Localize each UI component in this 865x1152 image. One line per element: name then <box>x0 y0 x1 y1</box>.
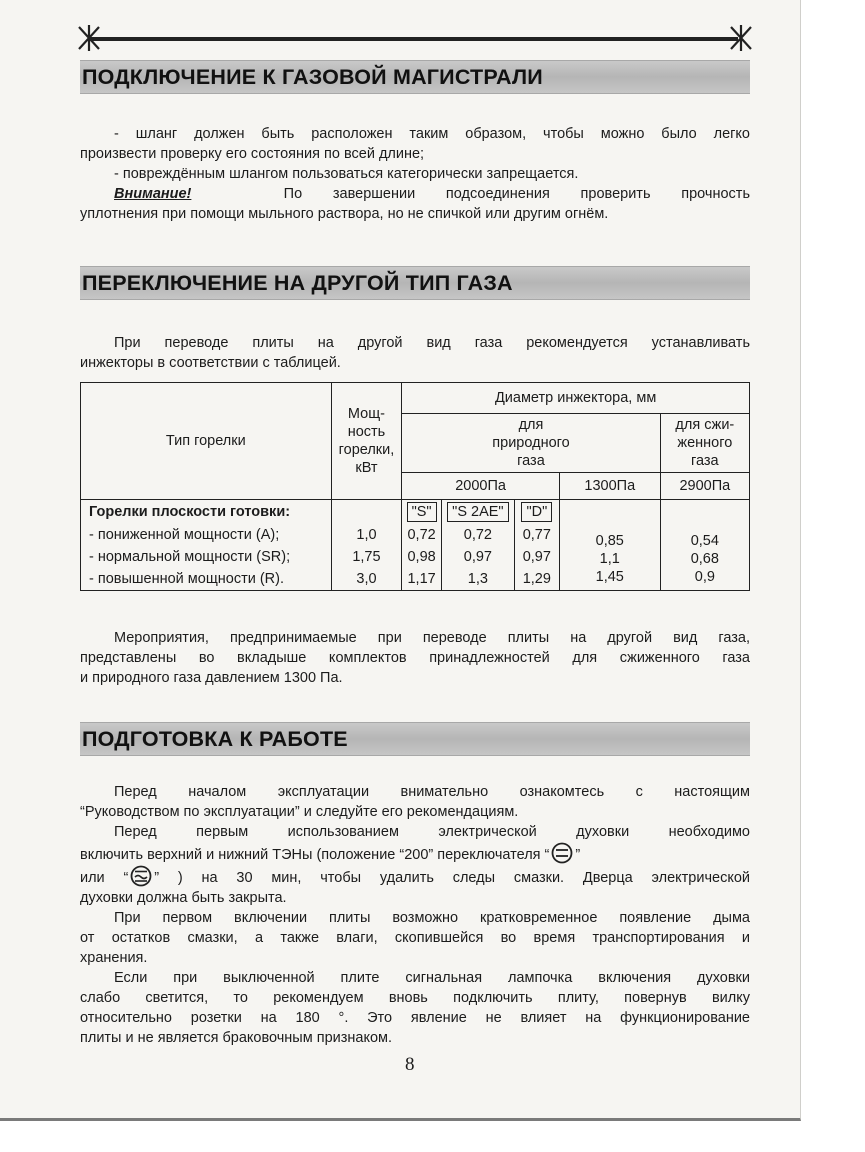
line-text: или “ <box>80 870 129 886</box>
header-injector-diameter: Диаметр инжектора, мм <box>402 383 750 414</box>
paragraph-line: При первом включении плиты возможно кратковременное появление дыма <box>114 910 750 926</box>
injector-code-s2ae: "S 2AE" <box>441 500 514 525</box>
section-title: ПОДКЛЮЧЕНИЕ К ГАЗОВОЙ МАГИСТРАЛИ <box>82 65 543 89</box>
paragraph-line: представлены во вкладыше комплектов принадлежностей для сжиженного газа <box>80 650 750 666</box>
paragraph-line: - повреждённым шлангом пользоваться категорически запрещается. <box>114 166 579 182</box>
value-s: 0,72 <box>402 524 442 546</box>
section-header-gas-switch <box>80 266 750 300</box>
gas-connection-text <box>80 124 750 224</box>
cell-value: 1,45 <box>595 569 624 585</box>
injector-code-d: "D" <box>514 500 559 525</box>
pressure-2900: 2900Па <box>660 473 749 500</box>
section-title: ПОДГОТОВКА К РАБОТЕ <box>82 727 348 751</box>
values-1300 <box>559 500 660 591</box>
gas-switch-intro <box>80 333 750 373</box>
group-title: Горелки плоскости готовки: <box>81 500 332 525</box>
oven-fan-heating-icon <box>128 865 154 887</box>
paragraph-line: При переводе плиты на другой вид газа рекомендуется устанавливать <box>114 335 750 351</box>
paragraph-line: Перед началом эксплуатации внимательно ознакомтесь с настоящим <box>114 784 750 800</box>
line-text: ” <box>575 847 581 863</box>
cell-value: 0,85 <box>595 533 624 549</box>
paragraph-line: Перед первым использованием электрической духовки необходимо <box>114 824 750 840</box>
injector-code-s: "S" <box>402 500 442 525</box>
section-header-preparation <box>80 722 750 756</box>
preparation-text <box>80 782 750 1048</box>
burner-power: 1,75 <box>331 546 402 568</box>
paragraph-line <box>80 842 750 865</box>
burner-power: 3,0 <box>331 568 402 591</box>
burner-name: - нормальной мощности (SR); <box>81 546 332 568</box>
paragraph-line: хранения. <box>80 950 148 966</box>
cell-value: 0,9 <box>694 569 715 585</box>
value-s2ae: 0,97 <box>441 546 514 568</box>
paragraph-line: произвести проверку его состояния по всей длине; <box>80 146 425 162</box>
value-s2ae: 1,3 <box>441 568 514 591</box>
pressure-2000: 2000Па <box>402 473 560 500</box>
injector-table <box>80 382 750 591</box>
value-d: 0,77 <box>514 524 559 546</box>
value-d: 0,97 <box>514 546 559 568</box>
paragraph-line: относительно розетки на 180 °. Это явление не влияет на функционирование <box>80 1010 750 1026</box>
top-rule <box>88 37 738 41</box>
attention-text: По завершении подсоединения проверить прочность <box>283 186 750 202</box>
burner-name: - повышенной мощности (R). <box>81 568 332 591</box>
cell-value: 0,68 <box>690 551 719 567</box>
cell-value: 0,54 <box>690 533 719 549</box>
header-natural-gas: для природного газа <box>402 414 660 473</box>
paragraph-line: и природного газа давлением 1300 Па. <box>80 670 343 686</box>
value-s: 1,17 <box>402 568 442 591</box>
cell-value: 1,1 <box>599 551 620 567</box>
values-2900 <box>660 500 749 591</box>
paragraph-line: “Руководством по эксплуатации” и следуйте его рекомендациям. <box>80 804 519 820</box>
paragraph-line: слабо светится, то рекомендуем вновь подключить плиту, повернув вилку <box>80 990 750 1006</box>
header-burner-type: Тип горелки <box>81 383 332 500</box>
burner-power: 1,0 <box>331 524 402 546</box>
header-burner-power: Мощ-ность горелки, кВт <box>331 383 402 500</box>
value-d: 1,29 <box>514 568 559 591</box>
corner-ornament-icon <box>728 24 754 52</box>
attention-line <box>80 184 750 204</box>
attention-label: Внимание! <box>114 186 192 202</box>
paragraph-line: - шланг должен быть расположен таким образом, чтобы можно было легко <box>114 126 750 142</box>
line-text: включить верхний и нижний ТЭНы (положение “200” переключателя “ <box>80 847 550 863</box>
section-header-gas-connection <box>80 60 750 94</box>
paragraph-line <box>80 865 750 888</box>
value-s2ae: 0,72 <box>441 524 514 546</box>
paragraph-line: Если при выключенной плите сигнальная лампочка включения духовки <box>114 970 750 986</box>
paragraph-line: духовки должна быть закрыта. <box>80 890 287 906</box>
paragraph-line: уплотнения при помощи мыльного раствора, но не спичкой или другим огнём. <box>80 206 609 222</box>
pressure-1300: 1300Па <box>559 473 660 500</box>
value-s: 0,98 <box>402 546 442 568</box>
burner-name: - пониженной мощности (А); <box>81 524 332 546</box>
page-number: 8 <box>405 1054 415 1075</box>
paragraph-line: инжекторы в соответствии с таблицей. <box>80 355 341 371</box>
oven-top-bottom-heating-icon <box>549 842 575 864</box>
gas-switch-note <box>80 628 750 688</box>
paragraph-line: Мероприятия, предпринимаемые при переводе плиты на другой вид газа, <box>114 630 750 646</box>
empty-cell <box>331 500 402 525</box>
paragraph-line: плиты и не является браковочным признаком. <box>80 1030 393 1046</box>
section-title: ПЕРЕКЛЮЧЕНИЕ НА ДРУГОЙ ТИП ГАЗА <box>82 271 513 295</box>
line-text: ” ) на 30 мин, чтобы удалить следы смазки. Дверца электрической <box>154 870 750 886</box>
paragraph-line: от остатков смазки, а также влаги, скопившейся во время транспортирования и <box>80 930 750 946</box>
header-liquefied-gas: для сжи-женного газа <box>660 414 749 473</box>
